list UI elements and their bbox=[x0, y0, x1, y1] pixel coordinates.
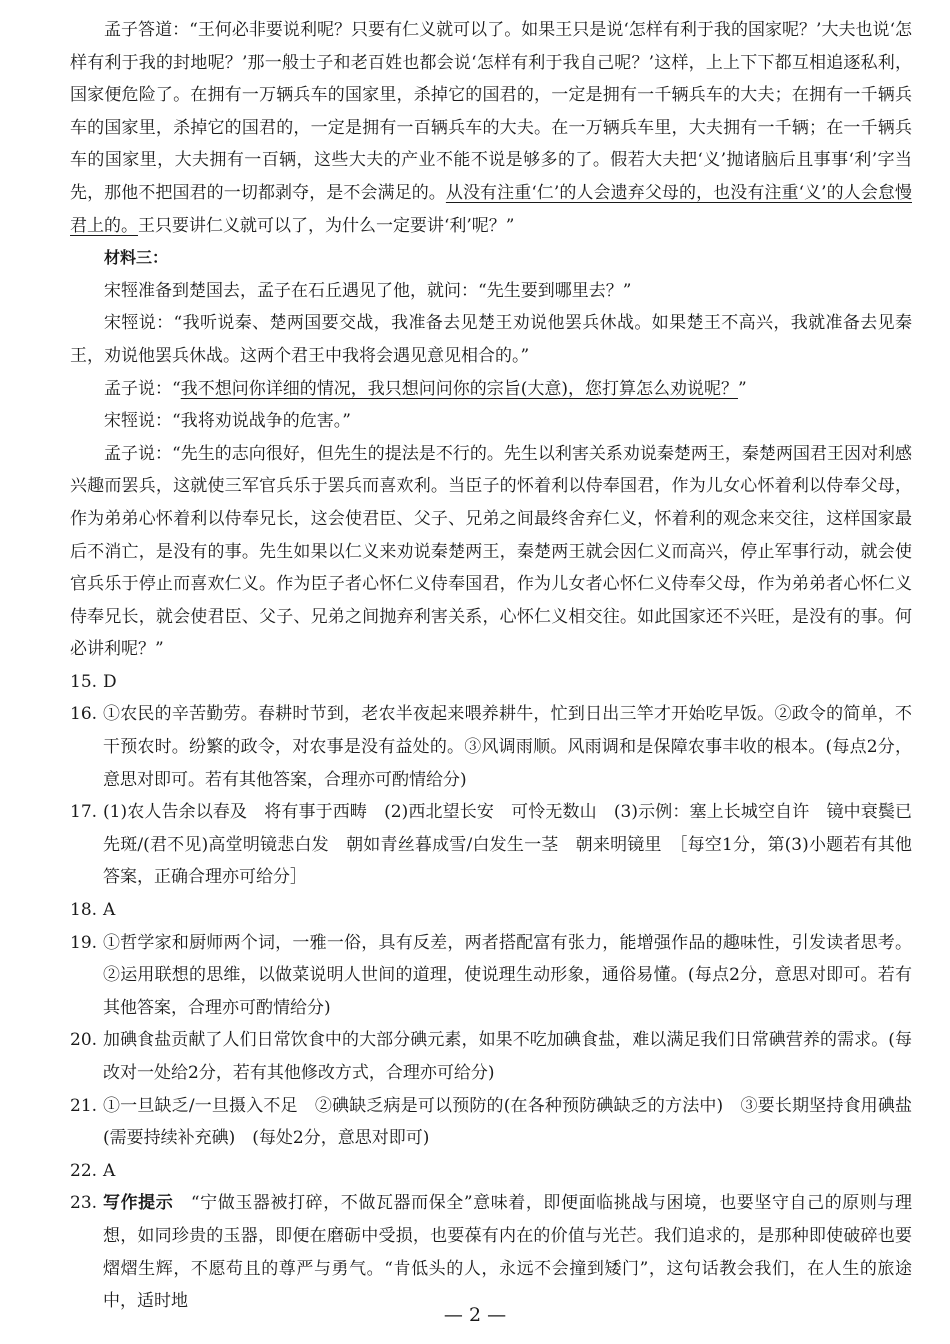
answer-number: 23. bbox=[70, 1193, 98, 1214]
material3-paragraph bbox=[70, 373, 912, 406]
answer-number: 16. bbox=[70, 704, 98, 725]
answer-number: 20. bbox=[70, 1030, 98, 1051]
answer-number: 18. bbox=[70, 900, 98, 921]
text-run: 王只要讲仁义就可以了，为什么一定要讲‘利’呢？” bbox=[138, 215, 515, 236]
text-run: 孟子说：“ bbox=[104, 378, 181, 399]
answer-text: D bbox=[103, 671, 117, 692]
answer-number: 15. bbox=[70, 671, 98, 692]
underlined-sentence: 我不想问你详细的情况，我只想问问你的宗旨(大意)，您打算怎么劝说呢？ bbox=[180, 378, 738, 399]
answer-text: A bbox=[103, 900, 116, 921]
answer-20 bbox=[70, 1024, 912, 1089]
material3-heading: 材料三： bbox=[104, 248, 169, 268]
answer-16 bbox=[70, 698, 912, 796]
text-run: ” bbox=[737, 378, 747, 399]
underlined-sentence: 从没有注重‘仁’的人会遗弃父母的，也没有注重‘义’的人会怠慢君上的。 bbox=[70, 182, 912, 236]
answer-17 bbox=[70, 796, 912, 894]
material3-paragraph: 宋牼准备到楚国去，孟子在石丘遇见了他，就问：“先生要到哪里去？” bbox=[104, 280, 632, 301]
answer-18 bbox=[70, 894, 912, 927]
text-run: “宁做玉器被打碎，不做瓦器而保全”意味着，即便面临挑战与困境，也要坚守自己的原则与理想，如同珍贵的玉器，即便在磨砺中受损，也要葆有内在的价值与光芒。我们追求的，是那种即使破碎也要熠熠生辉，不愿苟且的尊严与勇气。“肯低头的人，永远不会撞到矮门”，这句话教会我们，在人生的旅途中，适时地 bbox=[103, 1193, 913, 1312]
answer-text: ①农民的辛苦勤劳。春耕时节到，老农半夜起来喂养耕牛，忙到日出三竿才开始吃早饭。②政令的简单，不干预农时。纷繁的政令，对农事是没有益处的。③风调雨顺。风雨调和是保障农事丰收的根本。(每点2分，意思对即可。若有其他答案，合理亦可酌情给分) bbox=[103, 704, 912, 790]
answer-22 bbox=[70, 1155, 912, 1188]
answer-21 bbox=[70, 1090, 912, 1155]
answer-number: 17. bbox=[70, 802, 98, 823]
answer-text: 加碘食盐贡献了人们日常饮食中的大部分碘元素，如果不吃加碘食盐，难以满足我们日常碘营养的需求。(每改对一处给2分，若有其他修改方式，合理亦可给分) bbox=[103, 1030, 912, 1083]
answer-text: A bbox=[103, 1160, 116, 1181]
document-page bbox=[70, 14, 912, 1318]
answer-19 bbox=[70, 927, 912, 1025]
material3-paragraph: 宋牼说：“我听说秦、楚两国要交战，我准备去见楚王劝说他罢兵休战。如果楚王不高兴，我就准备去见秦王，劝说他罢兵休战。这两个君王中我将会遇见意见相合的。” bbox=[70, 313, 912, 366]
material2-paragraph bbox=[70, 14, 912, 242]
page-number: — 2 — bbox=[443, 1304, 507, 1326]
answer-text: (1)农人告余以春及 将有事于西畴 (2)西北望长安 可怜无数山 (3)示例：塞上长城空自许 镜中衰鬓已先斑/(君不见)高堂明镜悲白发 朝如青丝暮成雪/白发生一茎 朝来明镜里 ［每空1分，第(3)小题若有其他答案，正确合理亦可给分］ bbox=[103, 802, 912, 888]
material3-paragraph: 孟子说：“先生的志向很好，但先生的提法是不行的。先生以利害关系劝说秦楚两王，秦楚两国君王因对利感兴趣而罢兵，这就使三军官兵乐于罢兵而喜欢利。当臣子的怀着利以侍奉国君，作为儿女心怀着利以侍奉父母，作为弟弟心怀着利以侍奉兄长，这会使君臣、父子、兄弟之间最终舍弃仁义，怀着利的观念来交往，这样国家最后不消亡，是没有的事。先生如果以仁义来劝说秦楚两王，秦楚两王就会因仁义而高兴，停止军事行动，就会使官兵乐于停止而喜欢仁义。作为臣子者心怀仁义侍奉国君，作为儿女者心怀仁义侍奉父母，作为弟弟者心怀仁义侍奉兄长，就会使君臣、父子、兄弟之间抛弃利害关系，心怀仁义相交往。如此国家还不兴旺，是没有的事。何必讲利呢？” bbox=[70, 443, 912, 660]
answer-number: 21. bbox=[70, 1095, 98, 1116]
answer-number: 22. bbox=[70, 1160, 98, 1181]
answer-text: ①哲学家和厨师两个词，一雅一俗，具有反差，两者搭配富有张力，能增强作品的趣味性，引发读者思考。②运用联想的思维，以做菜说明人世间的道理，使说理生动形象，通俗易懂。(每点2分，意思对即可。若有其他答案，合理亦可酌情给分) bbox=[103, 932, 912, 1018]
material3-paragraph: 宋牼说：“我将劝说战争的危害。” bbox=[104, 411, 351, 432]
answer-text: ①一旦缺乏/一旦摄入不足 ②碘缺乏病是可以预防的(在各种预防碘缺乏的方法中) ③要长期坚持食用碘盐(需要持续补充碘) (每处2分，意思对即可) bbox=[103, 1095, 912, 1149]
answer-15 bbox=[70, 666, 912, 699]
answer-number: 19. bbox=[70, 932, 98, 953]
text-run: 孟子答道：“王何必非要说利呢？只要有仁义就可以了。如果王只是说‘怎样有利于我的国家呢？’大夫也说‘怎样有利于我的封地呢？’那一般士子和老百姓也都会说‘怎样有利于我自己呢？’这样，上上下下都互相追逐私利，国家便危险了。在拥有一万辆兵车的国家里，杀掉它的国君的，一定是拥有一千辆兵车的大夫；在拥有一千辆兵车的国家里，杀掉它的国君的，一定是拥有一百辆兵车的大夫。在一万辆兵车里，大夫拥有一千辆；在一千辆兵车的国家里，大夫拥有一百辆，这些大夫的产业不能不说是够多的了。假若大夫把‘义’抛诸脑后且事事‘利’字当先，那他不把国君的一切都剥夺，是不会满足的。 bbox=[70, 20, 912, 203]
writing-tip-label: 写作提示 bbox=[103, 1193, 174, 1214]
